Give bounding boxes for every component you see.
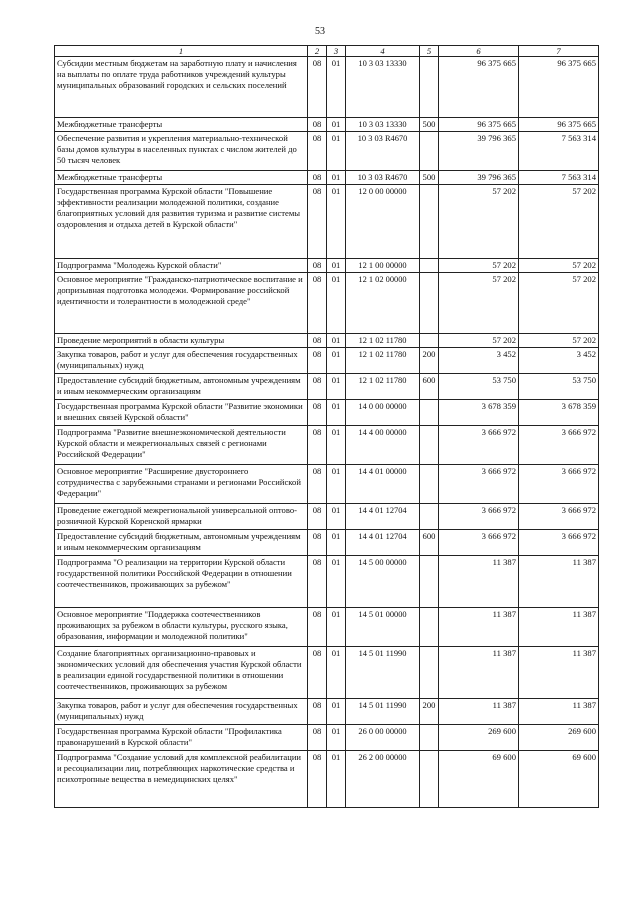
row-expense-type-cell (420, 334, 439, 348)
row-subsection-cell: 01 (327, 608, 346, 647)
row-name-cell: Обеспечение развития и укрепления материально-технической базы домов культуры в населенных пунктах с числом жителей до 50 тысяч человек (55, 132, 308, 171)
row-expense-type-cell (420, 259, 439, 273)
row-target-article-cell: 10 3 03 R4670 (346, 132, 420, 171)
row-target-article-cell: 14 5 01 00000 (346, 608, 420, 647)
row-expense-type-cell (420, 647, 439, 699)
row-target-article-cell: 10 3 03 13330 (346, 118, 420, 132)
row-expense-type-cell: 500 (420, 118, 439, 132)
row-amount-1-cell: 39 796 365 (439, 132, 519, 171)
table-row (55, 400, 599, 426)
table-row (55, 132, 599, 171)
row-name-cell: Подпрограмма "Развитие внешнеэкономической деятельности Курской области и межрегиональных связей с регионами Российской Федерации" (55, 426, 308, 465)
header-col-5: 5 (420, 46, 439, 57)
row-amount-1-cell: 11 387 (439, 556, 519, 608)
row-amount-2-cell: 69 600 (519, 751, 599, 808)
row-amount-1-cell: 3 452 (439, 348, 519, 374)
row-amount-2-cell: 3 666 972 (519, 465, 599, 504)
row-section-cell: 08 (308, 118, 327, 132)
table-row (55, 57, 599, 118)
row-amount-2-cell: 11 387 (519, 647, 599, 699)
row-amount-1-cell: 57 202 (439, 185, 519, 259)
row-section-cell: 08 (308, 647, 327, 699)
row-name-cell: Государственная программа Курской области "Профилактика правонарушений в Курской области" (55, 725, 308, 751)
row-name-cell: Подпрограмма "Молодежь Курской области" (55, 259, 308, 273)
row-target-article-cell: 12 0 00 00000 (346, 185, 420, 259)
row-name-cell: Проведение ежегодной межрегиональной универсальной оптово-розничной Курской Коренской ярмарки (55, 504, 308, 530)
row-subsection-cell: 01 (327, 185, 346, 259)
row-expense-type-cell (420, 556, 439, 608)
row-amount-2-cell: 3 666 972 (519, 504, 599, 530)
row-target-article-cell: 14 0 00 00000 (346, 400, 420, 426)
row-amount-2-cell: 11 387 (519, 699, 599, 725)
row-target-article-cell: 14 4 01 00000 (346, 465, 420, 504)
table-row (55, 751, 599, 808)
row-subsection-cell: 01 (327, 273, 346, 334)
row-amount-1-cell: 39 796 365 (439, 171, 519, 185)
row-target-article-cell: 14 4 00 00000 (346, 426, 420, 465)
row-section-cell: 08 (308, 725, 327, 751)
row-amount-1-cell: 57 202 (439, 273, 519, 334)
table-row (55, 259, 599, 273)
header-col-6: 6 (439, 46, 519, 57)
table-row (55, 185, 599, 259)
row-section-cell: 08 (308, 608, 327, 647)
row-amount-1-cell: 11 387 (439, 608, 519, 647)
table-row (55, 699, 599, 725)
row-expense-type-cell (420, 273, 439, 334)
row-expense-type-cell (420, 608, 439, 647)
row-section-cell: 08 (308, 259, 327, 273)
row-section-cell: 08 (308, 530, 327, 556)
row-expense-type-cell (420, 504, 439, 530)
row-expense-type-cell (420, 185, 439, 259)
row-section-cell: 08 (308, 504, 327, 530)
row-amount-1-cell: 3 666 972 (439, 465, 519, 504)
row-name-cell: Основное мероприятие "Поддержка соотечественников проживающих за рубежом в области культуры, русского языка, образования, информации и молодежной политики" (55, 608, 308, 647)
row-target-article-cell: 14 4 01 12704 (346, 504, 420, 530)
table-row (55, 426, 599, 465)
table-row (55, 374, 599, 400)
table-row (55, 273, 599, 334)
row-subsection-cell: 01 (327, 348, 346, 374)
header-col-1: 1 (55, 46, 308, 57)
row-subsection-cell: 01 (327, 259, 346, 273)
row-subsection-cell: 01 (327, 334, 346, 348)
row-amount-2-cell: 269 600 (519, 725, 599, 751)
row-subsection-cell: 01 (327, 751, 346, 808)
header-col-7: 7 (519, 46, 599, 57)
row-name-cell: Предоставление субсидий бюджетным, автономным учреждениям и иным некоммерческим организациям (55, 530, 308, 556)
row-subsection-cell: 01 (327, 465, 346, 504)
row-amount-2-cell: 57 202 (519, 259, 599, 273)
row-name-cell: Проведение мероприятий в области культуры (55, 334, 308, 348)
row-subsection-cell: 01 (327, 530, 346, 556)
row-expense-type-cell (420, 465, 439, 504)
row-name-cell: Основное мероприятие "Гражданско-патриотическое воспитание и допризывная подготовка молодежи. Формирование российской идентичности и толерантности в молодежной среде" (55, 273, 308, 334)
row-target-article-cell: 10 3 03 13330 (346, 57, 420, 118)
row-amount-1-cell: 3 666 972 (439, 426, 519, 465)
row-subsection-cell: 01 (327, 118, 346, 132)
row-subsection-cell: 01 (327, 57, 346, 118)
row-target-article-cell: 14 5 01 11990 (346, 647, 420, 699)
table-row (55, 556, 599, 608)
row-name-cell: Основное мероприятие "Расширение двустороннего сотрудничества с зарубежными странами и регионами Российской Федерации" (55, 465, 308, 504)
row-amount-2-cell: 57 202 (519, 334, 599, 348)
row-amount-1-cell: 69 600 (439, 751, 519, 808)
row-target-article-cell: 12 1 02 11780 (346, 374, 420, 400)
row-subsection-cell: 01 (327, 647, 346, 699)
row-expense-type-cell: 200 (420, 699, 439, 725)
row-subsection-cell: 01 (327, 400, 346, 426)
row-section-cell: 08 (308, 465, 327, 504)
header-col-3: 3 (327, 46, 346, 57)
row-section-cell: 08 (308, 348, 327, 374)
row-name-cell: Государственная программа Курской области "Развитие экономики и внешних связей Курской области" (55, 400, 308, 426)
row-name-cell: Государственная программа Курской области "Повышение эффективности реализации молодежной политики, создание благоприятных условий для развития туризма и развитие системы оздоровления и отдыха детей в Курской области" (55, 185, 308, 259)
row-name-cell: Подпрограмма "Создание условий для комплексной реабилитации и ресоциализации лиц, потребляющих наркотические средства и психотропные вещества в немедицинских целях" (55, 751, 308, 808)
row-target-article-cell: 12 1 02 00000 (346, 273, 420, 334)
row-section-cell: 08 (308, 132, 327, 171)
row-amount-2-cell: 96 375 665 (519, 57, 599, 118)
row-section-cell: 08 (308, 374, 327, 400)
row-section-cell: 08 (308, 426, 327, 465)
table-header-row (55, 46, 599, 57)
row-name-cell: Межбюджетные трансферты (55, 118, 308, 132)
table-row (55, 334, 599, 348)
row-target-article-cell: 14 5 01 11990 (346, 699, 420, 725)
row-subsection-cell: 01 (327, 374, 346, 400)
row-amount-2-cell: 3 678 359 (519, 400, 599, 426)
row-amount-1-cell: 96 375 665 (439, 57, 519, 118)
row-name-cell: Создание благоприятных организационно-правовых и экономических условий для обеспечения участия Курской области в реализации единой государственной политики в отношении соотечественников, проживающих за рубежом (55, 647, 308, 699)
row-expense-type-cell (420, 400, 439, 426)
row-name-cell: Предоставление субсидий бюджетным, автономным учреждениям и иным некоммерческим организациям (55, 374, 308, 400)
row-amount-1-cell: 3 678 359 (439, 400, 519, 426)
row-subsection-cell: 01 (327, 171, 346, 185)
table-row (55, 348, 599, 374)
row-amount-1-cell: 11 387 (439, 647, 519, 699)
row-section-cell: 08 (308, 273, 327, 334)
row-subsection-cell: 01 (327, 699, 346, 725)
row-amount-2-cell: 11 387 (519, 556, 599, 608)
row-amount-1-cell: 269 600 (439, 725, 519, 751)
row-section-cell: 08 (308, 185, 327, 259)
row-amount-2-cell: 57 202 (519, 185, 599, 259)
table-row (55, 118, 599, 132)
table-row (55, 171, 599, 185)
row-amount-1-cell: 3 666 972 (439, 530, 519, 556)
row-target-article-cell: 26 0 00 00000 (346, 725, 420, 751)
row-expense-type-cell (420, 57, 439, 118)
row-name-cell: Закупка товаров, работ и услуг для обеспечения государственных (муниципальных) нужд (55, 699, 308, 725)
row-amount-2-cell: 11 387 (519, 608, 599, 647)
row-amount-1-cell: 57 202 (439, 334, 519, 348)
row-section-cell: 08 (308, 334, 327, 348)
budget-table (54, 45, 599, 808)
row-amount-2-cell: 3 666 972 (519, 426, 599, 465)
row-target-article-cell: 10 3 03 R4670 (346, 171, 420, 185)
row-amount-1-cell: 3 666 972 (439, 504, 519, 530)
table-row (55, 725, 599, 751)
table-row (55, 530, 599, 556)
row-amount-1-cell: 57 202 (439, 259, 519, 273)
row-section-cell: 08 (308, 400, 327, 426)
row-amount-1-cell: 11 387 (439, 699, 519, 725)
row-target-article-cell: 26 2 00 00000 (346, 751, 420, 808)
row-name-cell: Субсидии местным бюджетам на заработную плату и начисления на выплаты по оплате труда работников учреждений культуры муниципальных образований городских и сельских поселений (55, 57, 308, 118)
row-target-article-cell: 14 4 01 12704 (346, 530, 420, 556)
row-name-cell: Подпрограмма "О реализации на территории Курской области государственной политики Российской Федерации в отношении соотечественников, проживающих за рубежом" (55, 556, 308, 608)
row-section-cell: 08 (308, 556, 327, 608)
row-expense-type-cell: 600 (420, 374, 439, 400)
row-section-cell: 08 (308, 171, 327, 185)
row-expense-type-cell: 600 (420, 530, 439, 556)
row-target-article-cell: 14 5 00 00000 (346, 556, 420, 608)
row-name-cell: Межбюджетные трансферты (55, 171, 308, 185)
row-name-cell: Закупка товаров, работ и услуг для обеспечения государственных (муниципальных) нужд (55, 348, 308, 374)
row-section-cell: 08 (308, 751, 327, 808)
row-amount-2-cell: 3 666 972 (519, 530, 599, 556)
row-amount-2-cell: 7 563 314 (519, 132, 599, 171)
row-expense-type-cell (420, 751, 439, 808)
row-section-cell: 08 (308, 699, 327, 725)
row-amount-2-cell: 96 375 665 (519, 118, 599, 132)
table-row (55, 608, 599, 647)
row-amount-1-cell: 53 750 (439, 374, 519, 400)
row-target-article-cell: 12 1 02 11780 (346, 334, 420, 348)
row-subsection-cell: 01 (327, 556, 346, 608)
table-row (55, 465, 599, 504)
row-subsection-cell: 01 (327, 504, 346, 530)
row-amount-2-cell: 57 202 (519, 273, 599, 334)
row-amount-2-cell: 3 452 (519, 348, 599, 374)
table-row (55, 647, 599, 699)
table-row (55, 504, 599, 530)
row-amount-1-cell: 96 375 665 (439, 118, 519, 132)
row-expense-type-cell: 200 (420, 348, 439, 374)
row-expense-type-cell (420, 132, 439, 171)
row-target-article-cell: 12 1 02 11780 (346, 348, 420, 374)
row-subsection-cell: 01 (327, 426, 346, 465)
header-col-2: 2 (308, 46, 327, 57)
row-subsection-cell: 01 (327, 132, 346, 171)
row-expense-type-cell (420, 725, 439, 751)
row-amount-2-cell: 7 563 314 (519, 171, 599, 185)
row-expense-type-cell: 500 (420, 171, 439, 185)
header-col-4: 4 (346, 46, 420, 57)
page-number: 53 (315, 26, 325, 37)
row-expense-type-cell (420, 426, 439, 465)
row-subsection-cell: 01 (327, 725, 346, 751)
row-target-article-cell: 12 1 00 00000 (346, 259, 420, 273)
row-amount-2-cell: 53 750 (519, 374, 599, 400)
row-section-cell: 08 (308, 57, 327, 118)
